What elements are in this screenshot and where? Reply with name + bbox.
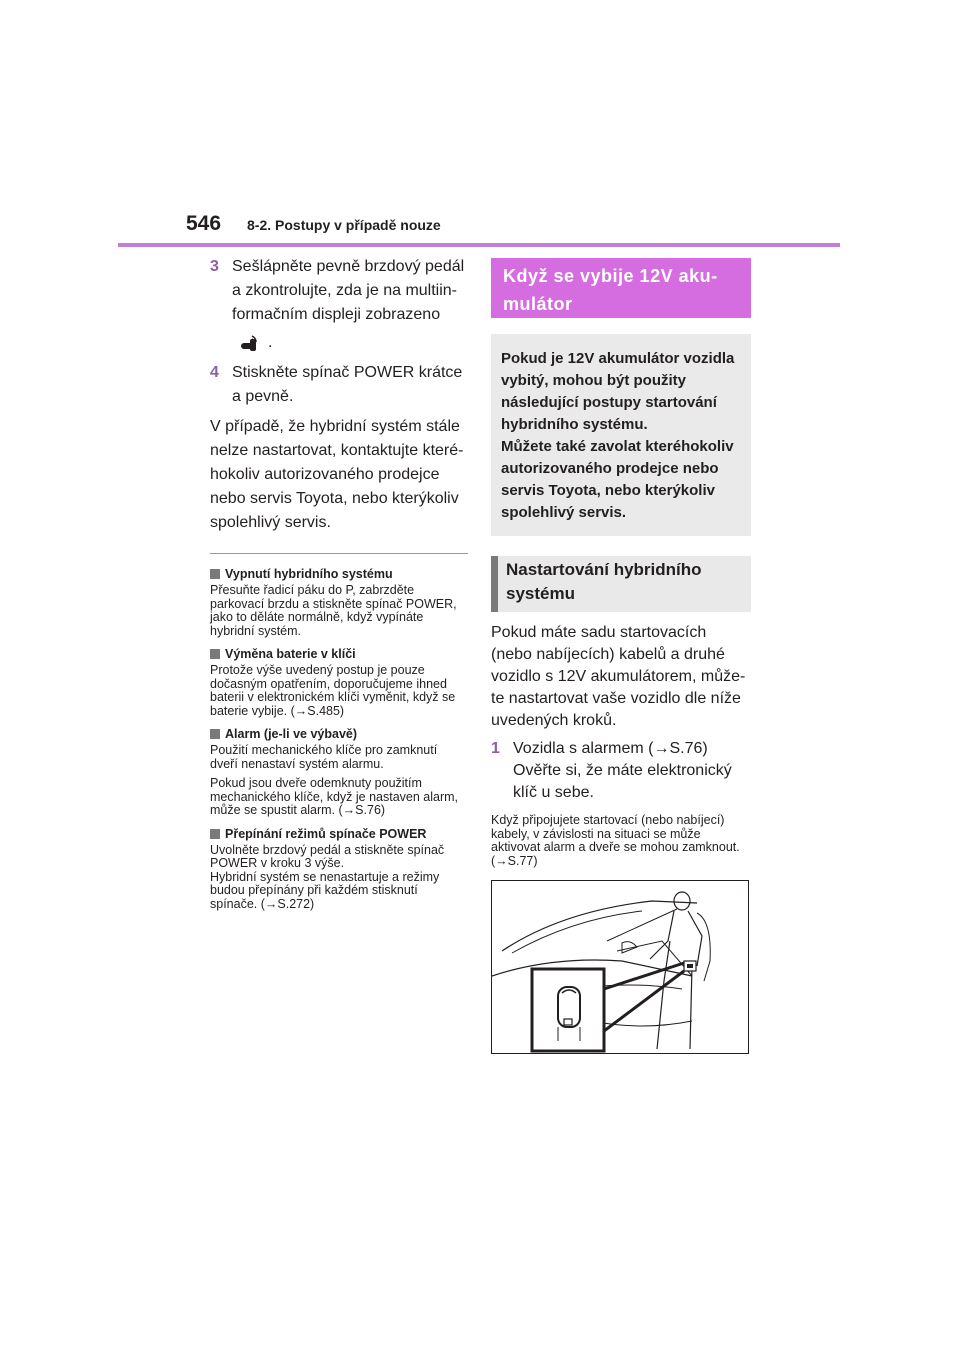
paragraph: V případě, že hybridní systém stále nelze nastartovat, kontaktujte kteréhokoliv autorizovaného prodejce nebo servis Toyota, nebo kterýkoliv spolehlivý servis. [210,418,464,531]
right-column [491,258,751,1054]
note-title: Výměna baterie v klíči [225,647,356,661]
step-4 [210,361,468,409]
bullet-square-icon [210,729,220,739]
note-text: Přesuňte řadicí páku do P, zabrzděte parkovací brzdu a stiskněte spínač POWER, jako to děláte normálně, když vypínáte hybridní systém. [210,583,457,638]
subsection-title: Nastartování hybridního systému [491,556,751,612]
indicator-row [238,333,468,353]
car-door-illustration [491,880,749,1054]
note-text: Když připojujete startovací (nebo nabíjecí) kabely, v závislosti na situaci se může aktivovat alarm a dveře se mohou zamknout. (→S.77) [491,813,740,868]
note-heading [210,826,468,842]
divider [210,553,468,554]
info-text: Pokud je 12V akumulátor vozidla vybitý, mohou být použity následující postupy startování hybridního systému. [501,350,735,433]
header-rule [118,243,840,247]
section-banner: Když se vybije 12V akumulátor [491,258,751,318]
note-heading [210,566,468,582]
step-1 [491,738,751,804]
step-number: 4 [210,364,219,381]
note-heading [210,726,468,742]
note-heading [210,646,468,662]
step-text: Vozidla s alarmem (→S.76) Ověřte si, že máte elektronický klíč u sebe. [513,740,732,801]
note-title: Přepínání režimů spínače POWER [225,826,427,841]
note-text: Pokud jsou dveře odemknuty použitím mechanického klíče, když je nastaven alarm, může se spustit alarm. (→S.76) [210,776,459,817]
step-3 [210,255,468,327]
note-text: Použití mechanického klíče pro zamknutí dveří nenastaví systém alarmu. [210,743,438,771]
bullet-square-icon [210,569,220,579]
paragraph: Pokud máte sadu startovacích (nebo nabíjecích) kabelů a druhé vozidlo s 12V akumulátorem, můžete nastartovat vaše vozidlo dle níže uvedených kroků. [491,624,746,729]
note-text: Protože výše uvedený postup je pouze dočasným opatřením, doporučujeme ihned baterii v elektronickém klíči vyměnit, když se baterie vybije. (→S.485) [210,663,456,718]
step-text: Sešlápněte pevně brzdový pedál a zkontrolujte, zda je na multiinformačním displeji zobrazeno [232,258,465,323]
info-text-2: Můžete také zavolat kteréhokoliv autorizovaného prodejce nebo servis Toyota, nebo kterýkoliv spolehlivý servis. [501,438,734,521]
step-number: 3 [210,258,219,275]
bullet-square-icon [210,829,220,839]
note-title: Vypnutí hybridního systému [225,567,393,581]
step-number: 1 [491,740,500,757]
car-illustration-drawing [492,881,748,1053]
info-box [491,334,751,536]
bullet-square-icon [210,649,220,659]
page-number: 546 [186,212,222,235]
indicator-suffix: . [268,334,273,351]
key-indicator-icon [238,333,262,353]
note-text: Hybridní systém se nenastartuje a režimy budou přepínány při každém stisknutí spínače. (→S.272) [210,869,440,911]
left-column [210,255,468,911]
note-title: Alarm (je-li ve výbavě) [225,727,358,741]
step-text: Stiskněte spínač POWER krátce a pevně. [232,364,463,405]
section-header: 8-2. Postupy v případě nouze [247,217,441,233]
note-text: Uvolněte brzdový pedál a stiskněte spínač POWER v kroku 3 výše. [210,842,445,870]
